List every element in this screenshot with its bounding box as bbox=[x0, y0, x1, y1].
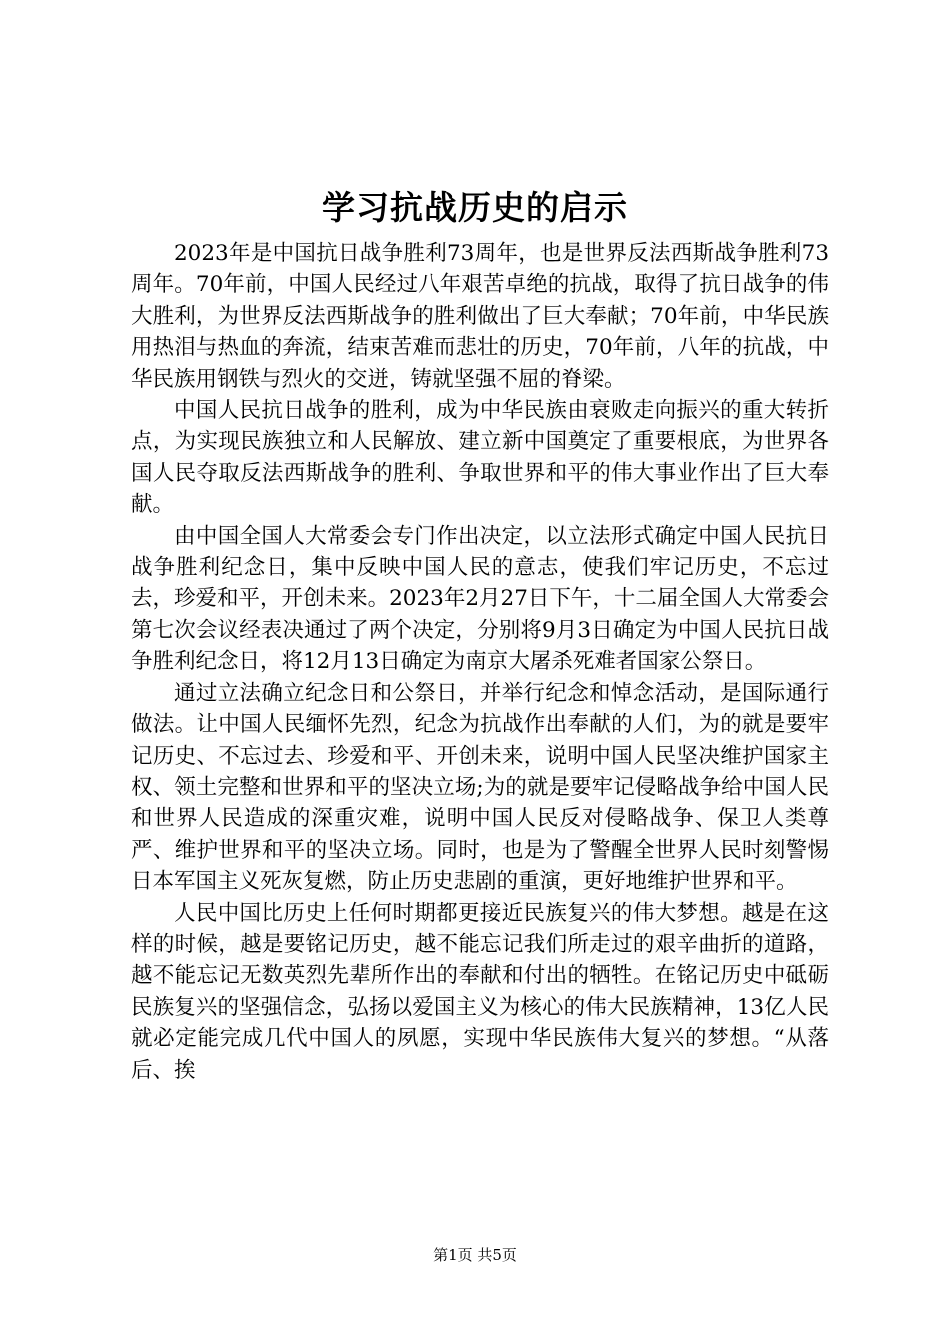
paragraph-2: 中国人民抗日战争的胜利，成为中华民族由衰败走向振兴的重大转折点，为实现民族独立和人民解放、建立新中国奠定了重要根底，为世界各国人民夺取反法西斯战争的胜利、争取世界和平的伟大事业作出了巨大奉献。 bbox=[131, 398, 829, 518]
document-body bbox=[131, 238, 829, 1086]
paragraph-4: 通过立法确立纪念日和公祭日，并举行纪念和悼念活动，是国际通行做法。让中国人民缅怀先烈，纪念为抗战作出奉献的人们，为的就是要牢记历史、不忘过去、珍爱和平、开创未来，说明中国人民坚决维护国家主权、领土完整和世界和平的坚决立场;为的就是要牢记侵略战争给中国人民和世界人民造成的深重灾难，说明中国人民反对侵略战争、保卫人类尊严、维护世界和平的坚决立场。同时，也是为了警醒全世界人民时刻警惕日本军国主义死灰复燃，防止历史悲剧的重演，更好地维护世界和平。 bbox=[131, 680, 829, 895]
paragraph-1: 2023年是中国抗日战争胜利73周年，也是世界反法西斯战争胜利73周年。70年前，中国人民经过八年艰苦卓绝的抗战，取得了抗日战争的伟大胜利，为世界反法西斯战争的胜利做出了巨大奉献；70年前，中华民族用热泪与热血的奔流，结束苦难而悲壮的历史，70年前，八年的抗战，中华民族用钢铁与烈火的交迸，铸就坚强不屈的脊梁。 bbox=[131, 241, 829, 392]
document-title: 学习抗战历史的启示 bbox=[322, 188, 628, 227]
paragraph-5: 人民中国比历史上任何时期都更接近民族复兴的伟大梦想。越是在这样的时候，越是要铭记历史，越不能忘记我们所走过的艰辛曲折的道路，越不能忘记无数英烈先辈所作出的奉献和付出的牺牲。在铭记历史中砥砺民族复兴的坚强信念，弘扬以爱国主义为核心的伟大民族精神，13亿人民就必定能完成几代中国人的夙愿，实现中华民族伟大复兴的梦想。“从落后、挨 bbox=[131, 900, 829, 1083]
page-number-footer: 第1页 共5页 bbox=[433, 1246, 517, 1264]
paragraph-3: 由中国全国人大常委会专门作出决定，以立法形式确定中国人民抗日战争胜利纪念日，集中反映中国人民的意志，使我们牢记历史，不忘过去，珍爱和平，开创未来。2023年2月27日下午，十二届全国人大常委会第七次会议经表决通过了两个决定，分别将9月3日确定为中国人民抗日战争胜利纪念日，将12月13日确定为南京大屠杀死难者国家公祭日。 bbox=[131, 523, 829, 675]
